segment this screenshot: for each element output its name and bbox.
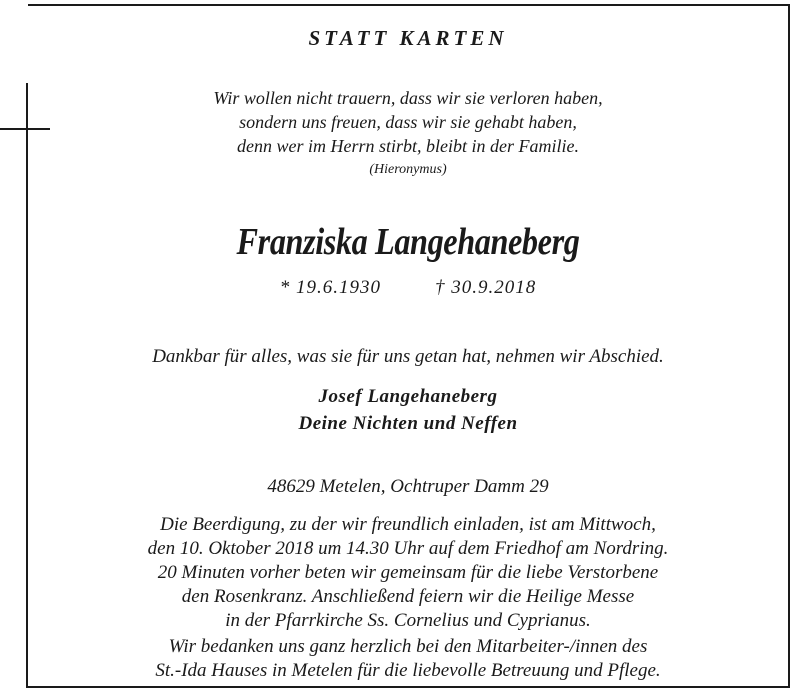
address: 48629 Metelen, Ochtruper Damm 29 [267,476,549,497]
funeral-line-5: in der Pfarrkirche Ss. Cornelius und Cyprianus. [225,610,591,631]
funeral-line-2: den 10. Oktober 2018 um 14.30 Uhr auf dem Friedhof am Nordring. [147,538,669,559]
deceased-name: Franziska Langehaneberg [236,221,580,263]
death-date: † 30.9.2018 [435,277,537,298]
mourner-1: Josef Langehaneberg [318,386,498,407]
verse-line-2: sondern uns freuen, dass wir sie gehabt haben, [239,112,577,132]
verse-source: (Hieronymus) [369,162,447,177]
birth-date: * 19.6.1930 [279,277,381,298]
funeral-line-1: Die Beerdigung, zu der wir freundlich einladen, ist am Mittwoch, [160,514,656,535]
closing-line-2: St.-Ida Hauses in Metelen für die liebevolle Betreuung und Pflege. [155,660,661,681]
funeral-line-3: 20 Minuten vorher beten wir gemeinsam für die liebe Verstorbene [157,562,659,583]
funeral-line-4: den Rosenkranz. Anschließend feiern wir die Heilige Messe [181,586,635,607]
closing-line-1: Wir bedanken uns ganz herzlich bei den Mitarbeiter-/innen des [168,636,648,657]
thanks-text: Dankbar für alles, was sie für uns getan hat, nehmen wir Abschied. [152,346,664,367]
verse-line-1: Wir wollen nicht trauern, dass wir sie verloren haben, [213,88,603,108]
mourner-2: Deine Nichten und Neffen [298,413,518,434]
life-dates [26,277,790,299]
header-title: STATT KARTEN [308,26,508,50]
verse-line-3: denn wer im Herrn stirbt, bleibt in der Familie. [237,136,579,156]
